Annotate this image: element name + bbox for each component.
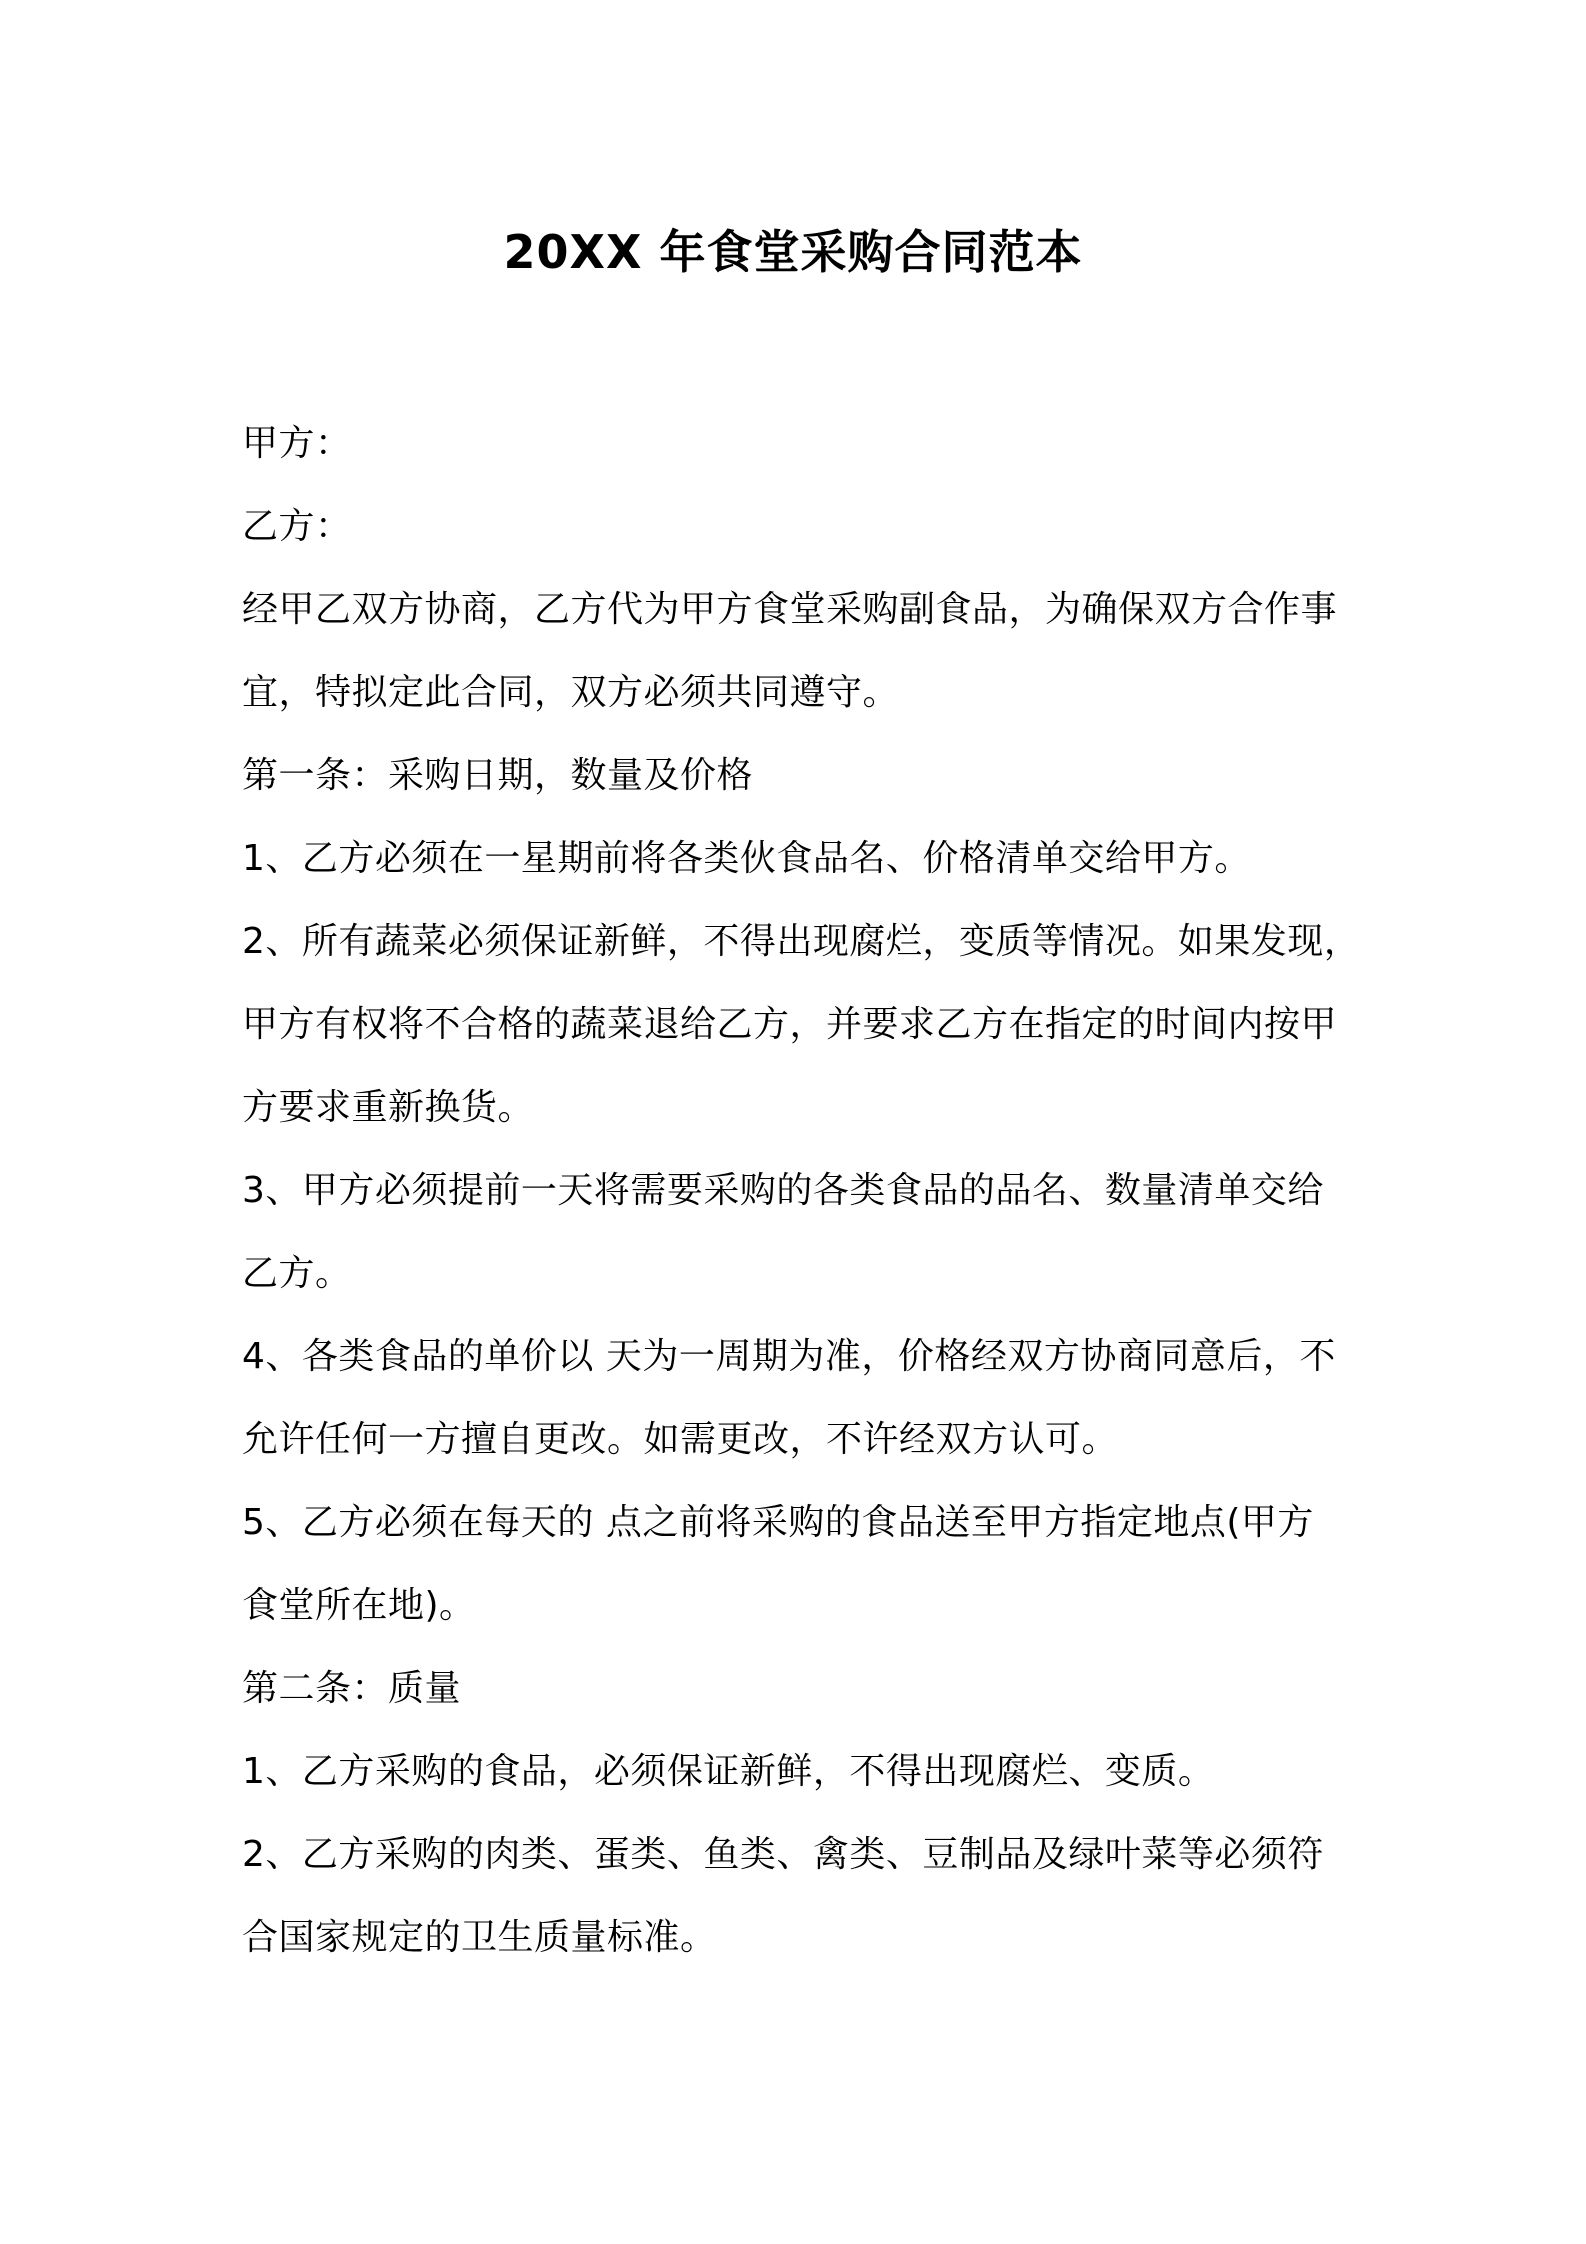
clause-line: 5、乙方必须在每天的 点之前将采购的食品送至甲方指定地点(甲方 — [242, 1502, 1314, 1543]
clause-line: 方要求重新换货。 — [242, 1087, 535, 1128]
party-b-line: 乙方： — [242, 506, 352, 547]
clause-line: 3、甲方必须提前一天将需要采购的各类食品的品名、数量清单交给 — [242, 1170, 1324, 1211]
intro-line: 经甲乙双方协商，乙方代为甲方食堂采购副食品，为确保双方合作事 — [242, 589, 1338, 630]
document-body — [242, 402, 1362, 1979]
clause-line: 合国家规定的卫生质量标准。 — [242, 1917, 717, 1958]
clause-line: 1、乙方必须在一星期前将各类伙食品名、价格清单交给甲方。 — [242, 838, 1251, 879]
clause-line: 2、所有蔬菜必须保证新鲜，不得出现腐烂，变质等情况。如果发现， — [242, 921, 1361, 962]
article-heading: 第一条：采购日期，数量及价格 — [242, 755, 754, 796]
clause-line: 允许任何一方擅自更改。如需更改，不许经双方认可。 — [242, 1419, 1119, 1460]
clause-line: 1、乙方采购的食品，必须保证新鲜，不得出现腐烂、变质。 — [242, 1751, 1215, 1792]
clause-line: 2、乙方采购的肉类、蛋类、鱼类、禽类、豆制品及绿叶菜等必须符 — [242, 1834, 1324, 1875]
intro-line: 宜，特拟定此合同，双方必须共同遵守。 — [242, 672, 900, 713]
party-a-line: 甲方： — [242, 423, 352, 464]
clause-line: 甲方有权将不合格的蔬菜退给乙方，并要求乙方在指定的时间内按甲 — [242, 1004, 1338, 1045]
clause-line: 乙方。 — [242, 1253, 352, 1294]
article-heading: 第二条：质量 — [242, 1668, 462, 1709]
document-title: 20XX 年食堂采购合同范本 — [503, 225, 1083, 279]
clause-line: 食堂所在地)。 — [242, 1585, 476, 1626]
clause-line: 4、各类食品的单价以 天为一周期为准，价格经双方协商同意后，不 — [242, 1336, 1336, 1377]
